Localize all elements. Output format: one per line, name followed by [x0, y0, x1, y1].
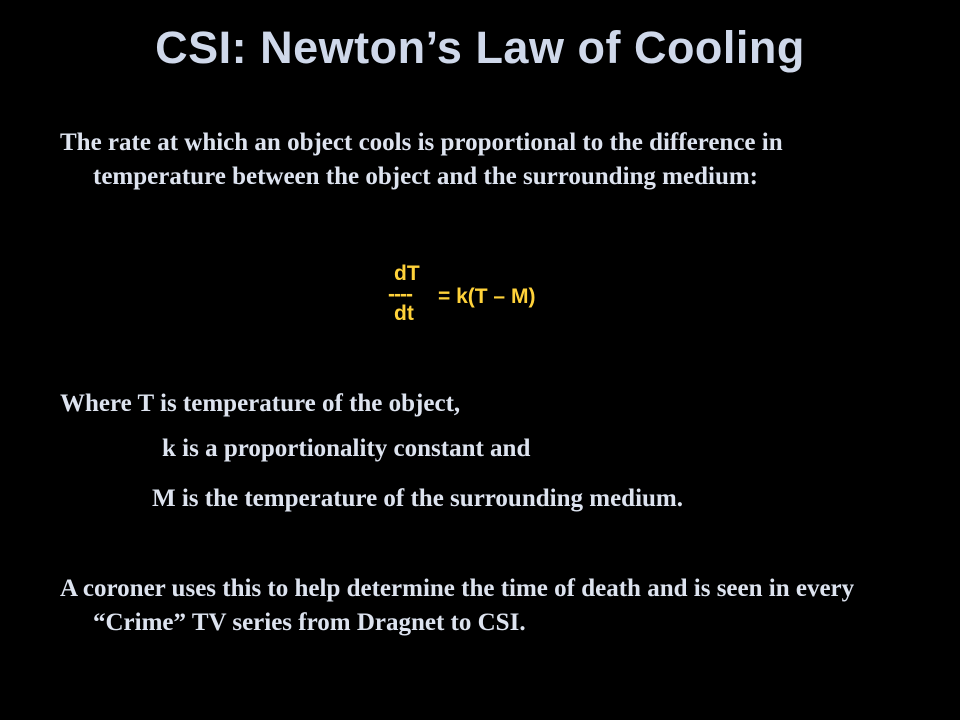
- intro-paragraph: The rate at which an object cools is proportional to the difference in temperature between the object and the surrounding medium:: [60, 129, 783, 190]
- definition-medium: M is the temperature of the surrounding medium.: [152, 485, 683, 512]
- equation-numerator: dT: [394, 262, 420, 285]
- slide-title: CSI: Newton’s Law of Cooling: [155, 22, 805, 73]
- definition-constant: k is a proportionality constant and: [162, 435, 531, 462]
- definition-temperature: Where T is temperature of the object,: [60, 390, 461, 417]
- equation-rhs: = k(T – M): [438, 285, 536, 308]
- conclusion-paragraph: A coroner uses this to help determine the time of death and is seen in every “Crime” TV series from Dragnet to CSI.: [60, 575, 855, 636]
- equation-denominator: dt: [394, 302, 414, 325]
- equation-fraction-bar: ----: [388, 283, 412, 306]
